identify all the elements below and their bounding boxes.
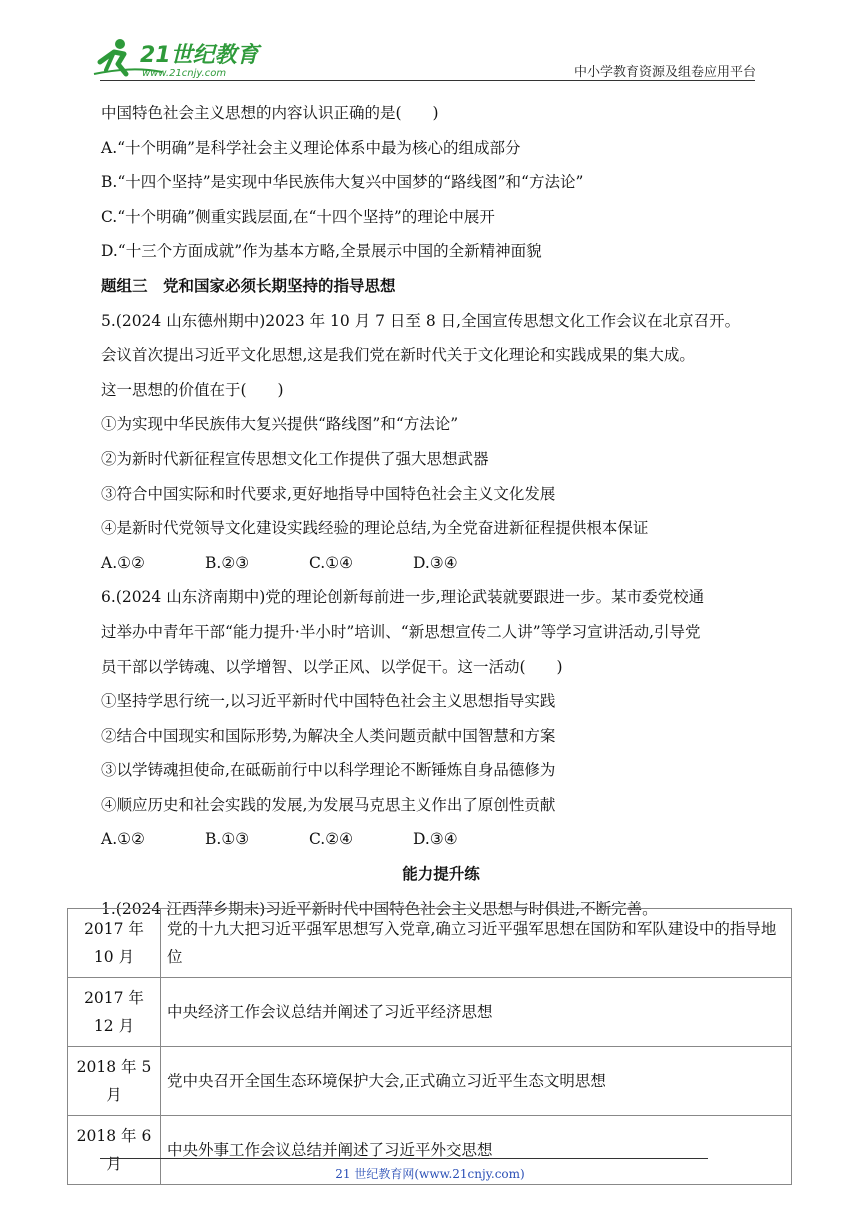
question-line: 6.(2024 山东济南期中)党的理论创新每前进一步,理论武装就要跟进一步。某市委党校通: [101, 588, 705, 607]
statement-line: ④顺应历史和社会实践的发展,为发展马克思主义作出了原创性贡献: [101, 795, 556, 814]
answer-option: A.①②: [101, 553, 145, 572]
option-line: A.“十个明确”是科学社会主义理论体系中最为核心的组成部分: [101, 138, 521, 157]
logo-url: www.21cnjy.com: [142, 68, 227, 79]
answer-option: B.②③: [205, 553, 250, 572]
event-cell: 中央经济工作会议总结并阐述了习近平经济思想: [161, 978, 792, 1047]
document-body: [101, 96, 781, 926]
statement-line: ③符合中国实际和时代要求,更好地指导中国特色社会主义文化发展: [101, 484, 556, 503]
question-line: 5.(2024 山东德州期中)2023 年 10 月 7 日至 8 日,全国宣传思想文化工作会议在北京召开。: [101, 311, 741, 330]
question-line: 过举办中青年干部“能力提升·半小时”培训、“新思想宣传二人讲”等学习宣讲活动,引导党: [101, 622, 701, 641]
option-line: D.“十三个方面成就”作为基本方略,全景展示中国的全新精神面貌: [101, 242, 542, 261]
question-line: 这一思想的价值在于( ): [101, 380, 284, 399]
section-heading: 题组三 党和国家必须长期坚持的指导思想: [101, 275, 396, 295]
question-line: 1.(2024 江西萍乡期末)习近平新时代中国特色社会主义思想与时俱进,不断完善。: [101, 899, 658, 918]
statement-line: ④是新时代党领导文化建设实践经验的理论总结,为全党奋进新征程提供根本保证: [101, 519, 649, 538]
statement-line: ①坚持学思行统一,以习近平新时代中国特色社会主义思想指导实践: [101, 692, 556, 711]
timeline-table: [67, 908, 792, 1185]
logo-text: 21世纪教育: [140, 43, 259, 68]
footer-link[interactable]: 21 世纪教育网(www.21cnjy.com): [335, 1167, 525, 1181]
section-title: 能力提升练: [402, 864, 480, 884]
text-line: 中国特色社会主义思想的内容认识正确的是( ): [101, 104, 439, 122]
event-cell: 党的十九大把习近平强军思想写入党章,确立习近平强军思想在国防和军队建设中的指导地位: [161, 909, 792, 978]
date-cell: 2017 年 10 月: [68, 909, 161, 978]
answer-option: D.③④: [413, 553, 458, 572]
question-line: 员干部以学铸魂、以学增智、以学正风、以学促干。这一活动( ): [101, 657, 563, 676]
date-cell: 2017 年 12 月: [68, 978, 161, 1047]
date-cell: 2018 年 5 月: [68, 1047, 161, 1116]
answer-options: [101, 822, 781, 857]
answer-option: D.③④: [413, 830, 458, 849]
date-cell: 2018 年 6 月: [68, 1116, 161, 1185]
table-row: [68, 978, 792, 1047]
runner-logo-icon: [92, 36, 262, 80]
site-logo: [92, 36, 262, 80]
answer-option: B.①③: [205, 830, 250, 849]
event-cell: 党中央召开全国生态环境保护大会,正式确立习近平生态文明思想: [161, 1047, 792, 1116]
statement-line: ②为新时代新征程宣传思想文化工作提供了强大思想武器: [101, 449, 489, 468]
table-row: [68, 1047, 792, 1116]
option-line: C.“十个明确”侧重实践层面,在“十四个坚持”的理论中展开: [101, 207, 495, 226]
footer-divider: [100, 1158, 708, 1159]
statement-line: ③以学铸魂担使命,在砥砺前行中以科学理论不断锤炼自身品德修为: [101, 761, 556, 780]
header-divider: [100, 80, 755, 81]
statement-line: ②结合中国现实和国际形势,为解决全人类问题贡献中国智慧和方案: [101, 726, 556, 745]
option-line: B.“十四个坚持”是实现中华民族伟大复兴中国梦的“路线图”和“方法论”: [101, 173, 584, 192]
event-cell: 中央外事工作会议总结并阐述了习近平外交思想: [161, 1116, 792, 1185]
answer-options: [101, 546, 781, 581]
answer-option: C.①④: [309, 553, 354, 572]
header-platform-text: 中小学教育资源及组卷应用平台: [573, 65, 756, 80]
statement-line: ①为实现中华民族伟大复兴提供“路线图”和“方法论”: [101, 415, 459, 434]
answer-option: A.①②: [101, 830, 145, 849]
question-line: 会议首次提出习近平文化思想,这是我们党在新时代关于文化理论和实践成果的集大成。: [101, 346, 695, 365]
answer-option: C.②④: [309, 830, 354, 849]
table-row: [68, 909, 792, 978]
